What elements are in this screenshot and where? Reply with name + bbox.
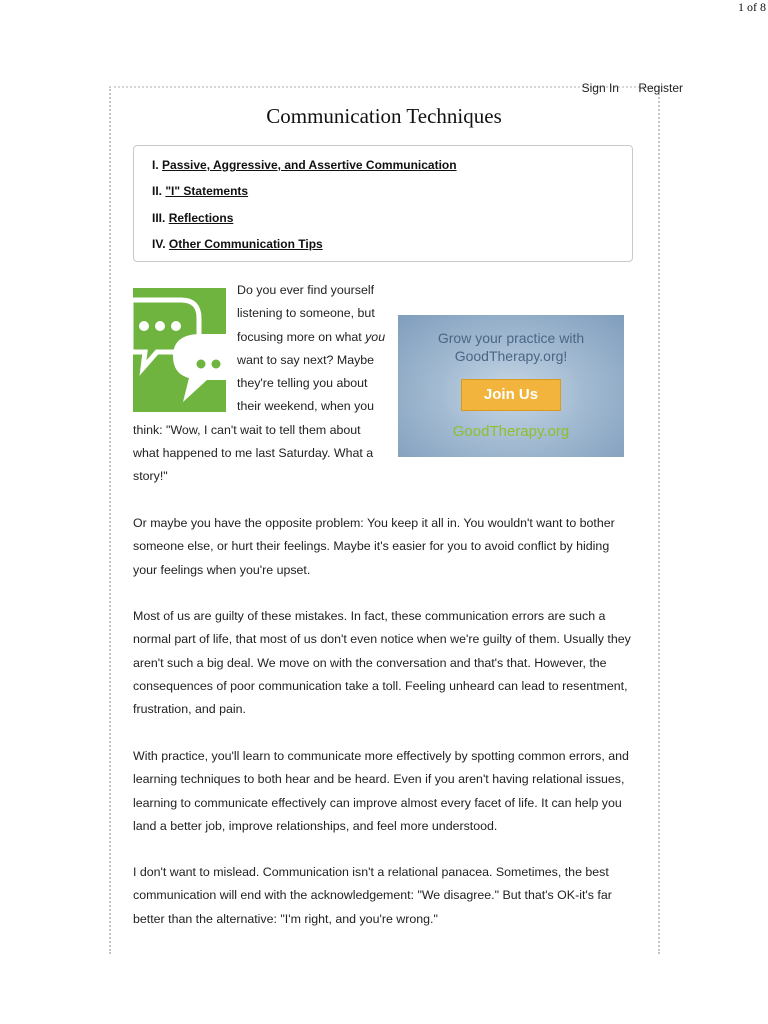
goodtherapy-ad-banner[interactable]: [398, 315, 624, 457]
toc-number: IV.: [152, 236, 166, 251]
auth-links: [566, 81, 683, 95]
intro-text-start: Do you ever find yourself listening to someone, but focusing more on what: [237, 283, 375, 344]
toc-item: [152, 182, 632, 208]
toc-number: I.: [152, 158, 159, 172]
brand-suffix: Therapy.org: [489, 423, 570, 440]
toc-link-reflections[interactable]: Reflections: [168, 210, 234, 225]
toc-number: III.: [152, 210, 166, 225]
toc-link-passive-aggressive-assertive[interactable]: Passive, Aggressive, and Assertive Communication: [162, 158, 457, 172]
toc-item: [152, 235, 632, 261]
ad-headline: Grow your practice with: [437, 330, 585, 346]
body-paragraph-3: With practice, you'll learn to communicate more effectively by spotting common errors, and learning techniques to both hear and be heard. Even if you aren't having relational issues, learning to communicate effectively can improve almost every facet of life. It can help you land a better job, improve relationships, and feel more understood.: [133, 749, 629, 833]
intro-emphasis: you: [365, 329, 386, 344]
toc-item: [152, 209, 632, 235]
intro-text-end: want to say next? Maybe they're telling you about their weekend, when you think: "Wow, I can't wait to tell them about what happened to me last Saturday. What a story!": [133, 352, 375, 484]
toc-link-other-tips[interactable]: Other Communication Tips: [168, 236, 323, 251]
body-paragraph-2: Most of us are guilty of these mistakes. In fact, these communication errors are such a normal part of life, that most of us don't even notice when we're guilty of them. Usually they aren't such a big deal. We move on with the conversation and that's that. However, the consequences of poor communication take a toll. Feeling unheard can lead to resentment, frustration, and pain.: [133, 609, 631, 717]
body-paragraph-1: Or maybe you have the opposite problem: You keep it all in. You wouldn't want to bother someone else, or hurt their feelings. Maybe it's easier for you to avoid conflict by hiding your feelings when you're upset.: [133, 516, 615, 577]
toc-link-i-statements[interactable]: "I" Statements: [165, 184, 249, 199]
join-us-button[interactable]: Join Us: [461, 379, 561, 411]
ad-headline-site: GoodTherapy.org!: [454, 348, 568, 364]
intro-paragraph: [133, 279, 388, 489]
toc-item: [152, 156, 632, 182]
register-link[interactable]: Register: [638, 81, 683, 95]
toc-number: II.: [152, 184, 163, 199]
goodtherapy-logo: [398, 423, 624, 441]
body-paragraph-4: I don't want to mislead. Communication isn't a relational panacea. Sometimes, the best communication will end with the acknowledgement: "We disagree." But that's OK-it's far better than the alternative: "I'm right, and you're wrong.": [133, 865, 612, 926]
page-title: Communication Techniques: [266, 104, 502, 128]
page-counter: 1 of 8: [738, 0, 766, 14]
brand-prefix: Good: [452, 423, 490, 440]
sign-in-link[interactable]: Sign In: [581, 81, 619, 95]
table-of-contents: [133, 145, 633, 262]
